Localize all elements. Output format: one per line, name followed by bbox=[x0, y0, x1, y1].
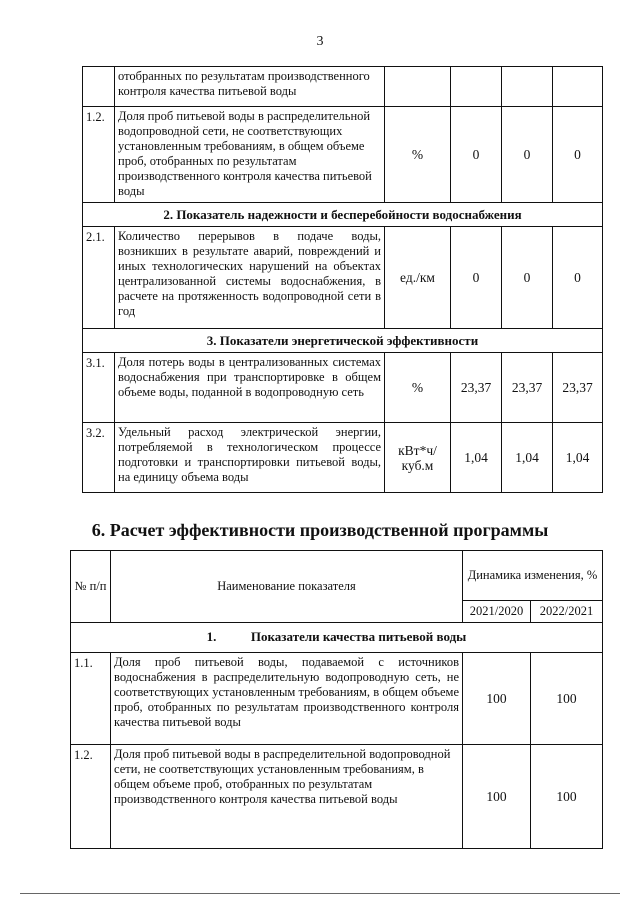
efficiency-table bbox=[70, 550, 603, 849]
row-number: 3.2. bbox=[83, 423, 115, 493]
value-cell: 100 bbox=[463, 745, 531, 849]
value-cell: 0 bbox=[451, 227, 502, 329]
table-row bbox=[71, 653, 603, 745]
value-cell: 1,04 bbox=[502, 423, 553, 493]
indicators-table bbox=[82, 66, 603, 493]
value-cell: 0 bbox=[553, 107, 603, 203]
table-row bbox=[83, 353, 603, 423]
unit-cell: % bbox=[385, 107, 451, 203]
value-cell bbox=[502, 67, 553, 107]
indicator-name: Доля проб питьевой воды, подаваемой с источников водоснабжения в распределительную водопроводную сеть, не соответствующих установленным требованиям, в общем объеме проб, отобранных по результатам производственного контроля качества питьевой воды bbox=[111, 653, 463, 745]
table-row bbox=[83, 227, 603, 329]
section-number: 1. bbox=[206, 629, 217, 644]
col-year2-header: 2022/2021 bbox=[531, 601, 603, 623]
value-cell: 23,37 bbox=[451, 353, 502, 423]
value-cell: 100 bbox=[463, 653, 531, 745]
value-cell: 1,04 bbox=[553, 423, 603, 493]
unit-cell: % bbox=[385, 353, 451, 423]
row-number: 1.1. bbox=[71, 653, 111, 745]
table-row bbox=[83, 107, 603, 203]
indicator-name: Доля проб питьевой воды в распределительной водопроводной сети, не соответствующих установленным требованиям, в общем объеме проб, отобранных по результатам производственного контроля качества питьевой воды bbox=[111, 745, 463, 849]
indicator-name: Доля проб питьевой воды в распределительной водопроводной сети, не соответствующих установленным требованиям, в общем объеме проб, отобранных по результатам производственного контроля качества питьевой воды bbox=[115, 107, 385, 203]
value-cell: 0 bbox=[451, 107, 502, 203]
value-cell: 23,37 bbox=[502, 353, 553, 423]
indicator-name: Доля потерь воды в централизованных системах водоснабжения при транспортировке в общем объеме воды, поданной в водопроводную сеть bbox=[115, 353, 385, 423]
row-number: 2.1. bbox=[83, 227, 115, 329]
value-cell: 1,04 bbox=[451, 423, 502, 493]
page-number: 3 bbox=[316, 34, 324, 49]
section-row bbox=[83, 203, 603, 227]
value-cell: 0 bbox=[502, 227, 553, 329]
section-title: 3. Показатели энергетической эффективности bbox=[83, 329, 603, 353]
value-cell: 0 bbox=[502, 107, 553, 203]
col-year1-header: 2021/2020 bbox=[463, 601, 531, 623]
unit-cell: ед./км bbox=[385, 227, 451, 329]
section-heading: 6. Расчет эффективности производственной программы bbox=[91, 520, 549, 540]
indicator-name: Количество перерывов в подаче воды, возникших в результате аварий, повреждений и иных технологических нарушений на объектах централизованной системы водоснабжения, в расчете на протяженность водопроводной сети в год bbox=[115, 227, 385, 329]
col-number-header: № п/п bbox=[71, 551, 111, 623]
col-name-header: Наименование показателя bbox=[111, 551, 463, 623]
row-number: 3.1. bbox=[83, 353, 115, 423]
value-cell bbox=[451, 67, 502, 107]
indicator-name: отобранных по результатам производственного контроля качества питьевой воды bbox=[115, 67, 385, 107]
value-cell bbox=[553, 67, 603, 107]
row-number: 1.2. bbox=[83, 107, 115, 203]
row-number: 1.2. bbox=[71, 745, 111, 849]
col-dynamics-header: Динамика изменения, % bbox=[463, 551, 603, 601]
table-row bbox=[83, 423, 603, 493]
section-title bbox=[71, 623, 603, 653]
header-row bbox=[71, 551, 603, 601]
section-row bbox=[83, 329, 603, 353]
row-number bbox=[83, 67, 115, 107]
unit-cell: кВт*ч/ куб.м bbox=[385, 423, 451, 493]
value-cell: 23,37 bbox=[553, 353, 603, 423]
value-cell: 100 bbox=[531, 653, 603, 745]
value-cell: 0 bbox=[553, 227, 603, 329]
indicator-name: Удельный расход электрической энергии, потребляемой в технологическом процессе подготовки и транспортировки питьевой воды, на единицу объема воды bbox=[115, 423, 385, 493]
unit-cell bbox=[385, 67, 451, 107]
section-row bbox=[71, 623, 603, 653]
table-row bbox=[83, 67, 603, 107]
page-bottom-line bbox=[20, 893, 620, 894]
section-title-text: Показатели качества питьевой воды bbox=[250, 629, 467, 644]
section-title: 2. Показатель надежности и бесперебойности водоснабжения bbox=[83, 203, 603, 227]
value-cell: 100 bbox=[531, 745, 603, 849]
table-row bbox=[71, 745, 603, 849]
